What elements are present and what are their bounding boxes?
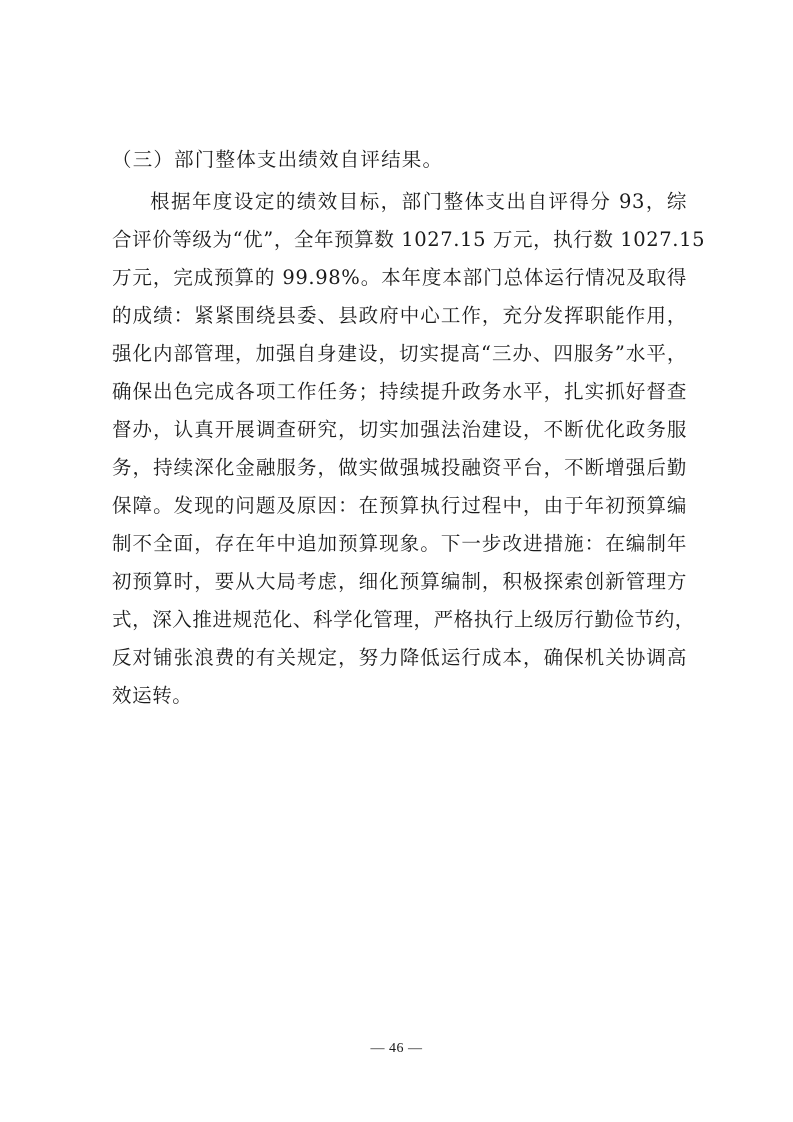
paragraph-line: 式，深入推进规范化、科学化管理，严格执行上级厉行勤俭节约， — [112, 608, 695, 631]
paragraph-line: 反对铺张浪费的有关规定，努力降低运行成本，确保机关协调高 — [112, 646, 687, 669]
paragraph-line: 初预算时，要从大局考虑，细化预算编制，积极探索创新管理方 — [112, 570, 687, 593]
paragraph-line: 确保出色完成各项工作任务；持续提升政务水平，扎实抓好督查 — [112, 380, 687, 403]
paragraph-line: 强化内部管理，加强自身建设，切实提高“三办、四服务”水平， — [112, 342, 687, 365]
paragraph-line: 保障。发现的问题及原因：在预算执行过程中，由于年初预算编 — [112, 494, 687, 517]
paragraph-line: 制不全面，存在年中追加预算现象。下一步改进措施：在编制年 — [112, 532, 687, 555]
paragraph-line: 万元，完成预算的 99.98%。本年度本部门总体运行情况及取得 — [112, 266, 687, 289]
paragraph-line: 根据年度设定的绩效目标，部门整体支出自评得分 93，综 — [150, 190, 687, 213]
page-number: — 46 — — [370, 1041, 423, 1056]
paragraph-line: 务，持续深化金融服务，做实做强城投融资平台，不断增强后勤 — [112, 456, 687, 479]
paragraph-line: 督办，认真开展调查研究，切实加强法治建设，不断优化政务服 — [112, 418, 687, 441]
paragraph-line: 的成绩：紧紧围绕县委、县政府中心工作，充分发挥职能作用， — [112, 304, 687, 327]
paragraph-line-last: 效运转。 — [112, 684, 193, 707]
section-heading: （三）部门整体支出绩效自评结果。 — [112, 148, 444, 171]
paragraph-line: 合评价等级为“优”，全年预算数 1027.15 万元，执行数 1027.15 — [112, 228, 706, 251]
